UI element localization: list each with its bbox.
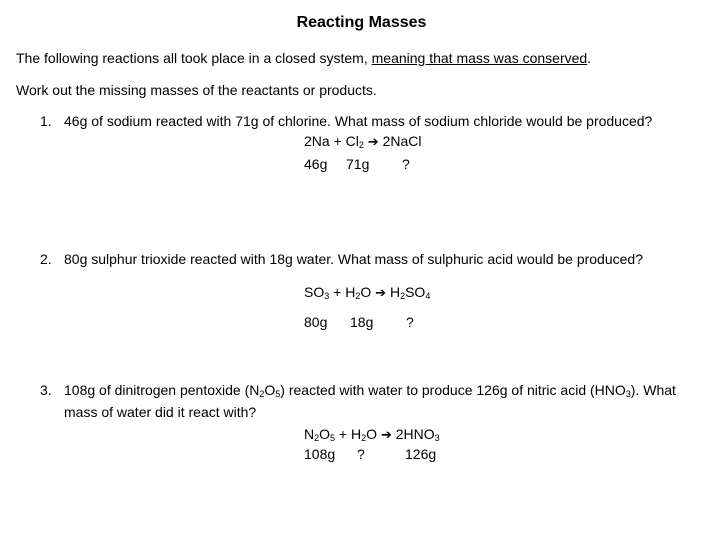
eq-term: N [304,426,315,442]
question-1-mass-3: ? [402,156,410,172]
eq-term: O [366,426,378,442]
intro-underlined-text: meaning that mass was conserved [371,50,588,66]
question-3-mass-2: ? [357,446,365,462]
eq-subscript: 2 [355,291,361,301]
question-3-text-line-2: mass of water did it react with? [64,404,257,420]
eq-subscript: 2 [361,433,367,443]
eq-term: H [351,426,362,442]
q3-text: ) reacted with water to produce 126g of nitric acid (HNO [280,382,626,398]
eq-subscript: 2 [358,140,364,150]
eq-term: H [389,284,401,300]
question-2-equation [304,283,430,302]
intro-text: The following reactions all took place in a closed system, [16,50,372,66]
intro-line-2: Work out the missing masses of the reactants or products. [16,82,377,98]
question-2-mass-2: 18g [350,314,374,330]
q3-text: 108g of dinitrogen pentoxide (N [64,382,260,398]
eq-term: 2HNO [395,426,435,442]
eq-subscript: 2 [259,389,265,399]
question-1-number: 1. [40,113,52,129]
eq-subscript: 4 [425,291,431,301]
question-1-equation [304,132,422,151]
eq-subscript: 3 [434,433,440,443]
arrow-icon: ➔ [375,285,387,300]
question-1-mass-1: 46g [304,156,328,172]
question-3-text-line-1 [64,381,676,399]
question-3-number: 3. [40,382,52,398]
eq-term: H [345,284,356,300]
question-3-mass-3: 126g [405,446,437,462]
eq-term: SO [405,284,426,300]
q3-text: ). What [630,382,676,398]
question-2-text: 80g sulphur trioxide reacted with 18g water. What mass of sulphuric acid would be produced? [64,251,643,267]
eq-subscript: 3 [324,291,330,301]
eq-plus: + [335,426,352,442]
eq-subscript: 5 [330,433,336,443]
eq-plus: + [329,284,346,300]
question-3-mass-1: 108g [304,446,336,462]
eq-term: 2Na [304,133,330,149]
eq-term: O [360,284,372,300]
question-1-mass-2: 71g [346,156,370,172]
eq-subscript: 3 [625,389,631,399]
arrow-icon: ➔ [380,427,392,442]
eq-term: SO [304,284,325,300]
question-2-mass-3: ? [406,314,414,330]
question-2-mass-1: 80g [304,314,328,330]
eq-term: 2NaCl [382,133,422,149]
question-3-equation [304,425,440,444]
eq-subscript: 2 [400,291,406,301]
eq-term: O [319,426,331,442]
question-1-text: 46g of sodium reacted with 71g of chlorine. What mass of sodium chloride would be produced? [64,113,653,129]
eq-term: Cl [345,133,359,149]
intro-line-1 [16,49,591,67]
eq-subscript: 5 [275,389,281,399]
arrow-icon: ➔ [367,134,379,149]
intro-period: . [587,50,592,66]
eq-plus: + [329,133,346,149]
eq-subscript: 2 [314,433,320,443]
page-title: Reacting Masses [296,14,427,31]
q3-text: O [264,382,276,398]
question-2-number: 2. [40,251,52,267]
